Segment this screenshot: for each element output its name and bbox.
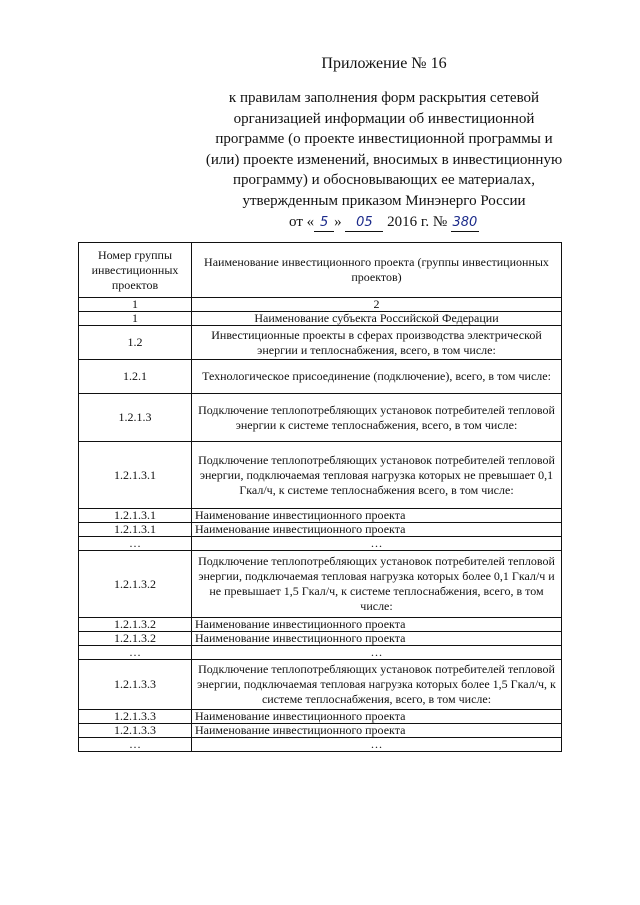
table-row bbox=[79, 724, 562, 738]
date-prefix: от « bbox=[289, 213, 315, 230]
table-row bbox=[79, 360, 562, 394]
project-name: Наименование инвестиционного проекта bbox=[192, 724, 562, 738]
table-row bbox=[79, 738, 562, 752]
handwritten-order-number: 380 bbox=[452, 214, 478, 230]
group-number: 1.2.1 bbox=[79, 360, 192, 394]
group-number: … bbox=[79, 738, 192, 752]
column-header-project-name: Наименование инвестиционного проекта (группы инвестиционных проектов) bbox=[192, 243, 562, 298]
group-number: … bbox=[79, 537, 192, 551]
column-number-row bbox=[79, 298, 562, 312]
header-line: (или) проекте изменений, вносимых в инвестиционную bbox=[205, 151, 563, 168]
project-name: … bbox=[192, 738, 562, 752]
group-number: 1.2 bbox=[79, 326, 192, 360]
group-number: 1.2.1.3.3 bbox=[79, 660, 192, 710]
table-row bbox=[79, 537, 562, 551]
table-row bbox=[79, 632, 562, 646]
table-row bbox=[79, 710, 562, 724]
table-row bbox=[79, 442, 562, 509]
project-name: Наименование инвестиционного проекта bbox=[192, 523, 562, 537]
project-name: Технологическое присоединение (подключение), всего, в том числе: bbox=[192, 360, 562, 394]
project-name: Наименование инвестиционного проекта bbox=[192, 509, 562, 523]
group-number: 1.2.1.3.3 bbox=[79, 724, 192, 738]
group-number: 1.2.1.3.1 bbox=[79, 442, 192, 509]
header-line: программу) и обосновывающих ее материалах, bbox=[233, 172, 535, 189]
table-row bbox=[79, 394, 562, 442]
order-date-line bbox=[180, 212, 588, 233]
project-name: Подключение теплопотребляющих установок потребителей тепловой энергии, подключаемая тепловая нагрузка которых не превышает 0,1 Гкал/ч, к системе теплоснабжения всего, в том числе: bbox=[192, 442, 562, 509]
column-number: 2 bbox=[192, 298, 562, 312]
appendix-title: Приложение № 16 bbox=[321, 55, 447, 72]
group-number: 1.2.1.3.2 bbox=[79, 618, 192, 632]
table-row bbox=[79, 523, 562, 537]
group-number: 1.2.1.3 bbox=[79, 394, 192, 442]
group-number: 1.2.1.3.2 bbox=[79, 632, 192, 646]
table-row bbox=[79, 509, 562, 523]
project-name: Подключение теплопотребляющих установок потребителей тепловой энергии, подключаемая тепловая нагрузка которых более 1,5 Гкал/ч, к системе теплоснабжения, всего, в том числе: bbox=[192, 660, 562, 710]
project-name: … bbox=[192, 646, 562, 660]
header-line: утвержденным приказом Минэнерго России bbox=[242, 192, 526, 209]
column-number: 1 bbox=[79, 298, 192, 312]
header-line: программе (о проекте инвестиционной программы и bbox=[215, 131, 553, 148]
header-line: организацией информации об инвестиционной bbox=[233, 110, 535, 127]
handwritten-day: 5 bbox=[314, 215, 334, 232]
project-name: Наименование инвестиционного проекта bbox=[192, 618, 562, 632]
project-name: Подключение теплопотребляющих установок потребителей тепловой энергии, подключаемая тепловая нагрузка которых более 0,1 Гкал/ч и не превышает 1,5 Гкал/ч, к системе теплоснабжения, всего, в том числе: bbox=[192, 551, 562, 618]
project-name: Наименование инвестиционного проекта bbox=[192, 632, 562, 646]
table-row bbox=[79, 312, 562, 326]
project-name: … bbox=[192, 537, 562, 551]
group-number: 1.2.1.3.3 bbox=[79, 710, 192, 724]
project-name: Инвестиционные проекты в сферах производства электрической энергии и теплоснабжения, всего, в том числе: bbox=[192, 326, 562, 360]
group-number: 1.2.1.3.1 bbox=[79, 523, 192, 537]
table-row bbox=[79, 618, 562, 632]
group-number: 1.2.1.3.1 bbox=[79, 509, 192, 523]
date-year: 2016 г. № bbox=[387, 213, 448, 230]
table-row bbox=[79, 660, 562, 710]
project-name: Подключение теплопотребляющих установок потребителей тепловой энергии к системе теплоснабжения, всего, в том числе: bbox=[192, 394, 562, 442]
group-number: … bbox=[79, 646, 192, 660]
investment-projects-table bbox=[78, 242, 562, 752]
project-name: Наименование инвестиционного проекта bbox=[192, 710, 562, 724]
group-number: 1 bbox=[79, 312, 192, 326]
document-header bbox=[180, 54, 588, 232]
table-row bbox=[79, 551, 562, 618]
column-header-group-number: Номер группы инвестиционных проектов bbox=[79, 243, 192, 298]
header-line: к правилам заполнения форм раскрытия сетевой bbox=[228, 90, 540, 106]
table-row bbox=[79, 326, 562, 360]
table-row bbox=[79, 646, 562, 660]
table-header-row bbox=[79, 243, 562, 298]
group-number: 1.2.1.3.2 bbox=[79, 551, 192, 618]
handwritten-month: 05 bbox=[345, 215, 383, 232]
project-name: Наименование субъекта Российской Федерации bbox=[192, 312, 562, 326]
date-close-quote: » bbox=[334, 213, 342, 230]
